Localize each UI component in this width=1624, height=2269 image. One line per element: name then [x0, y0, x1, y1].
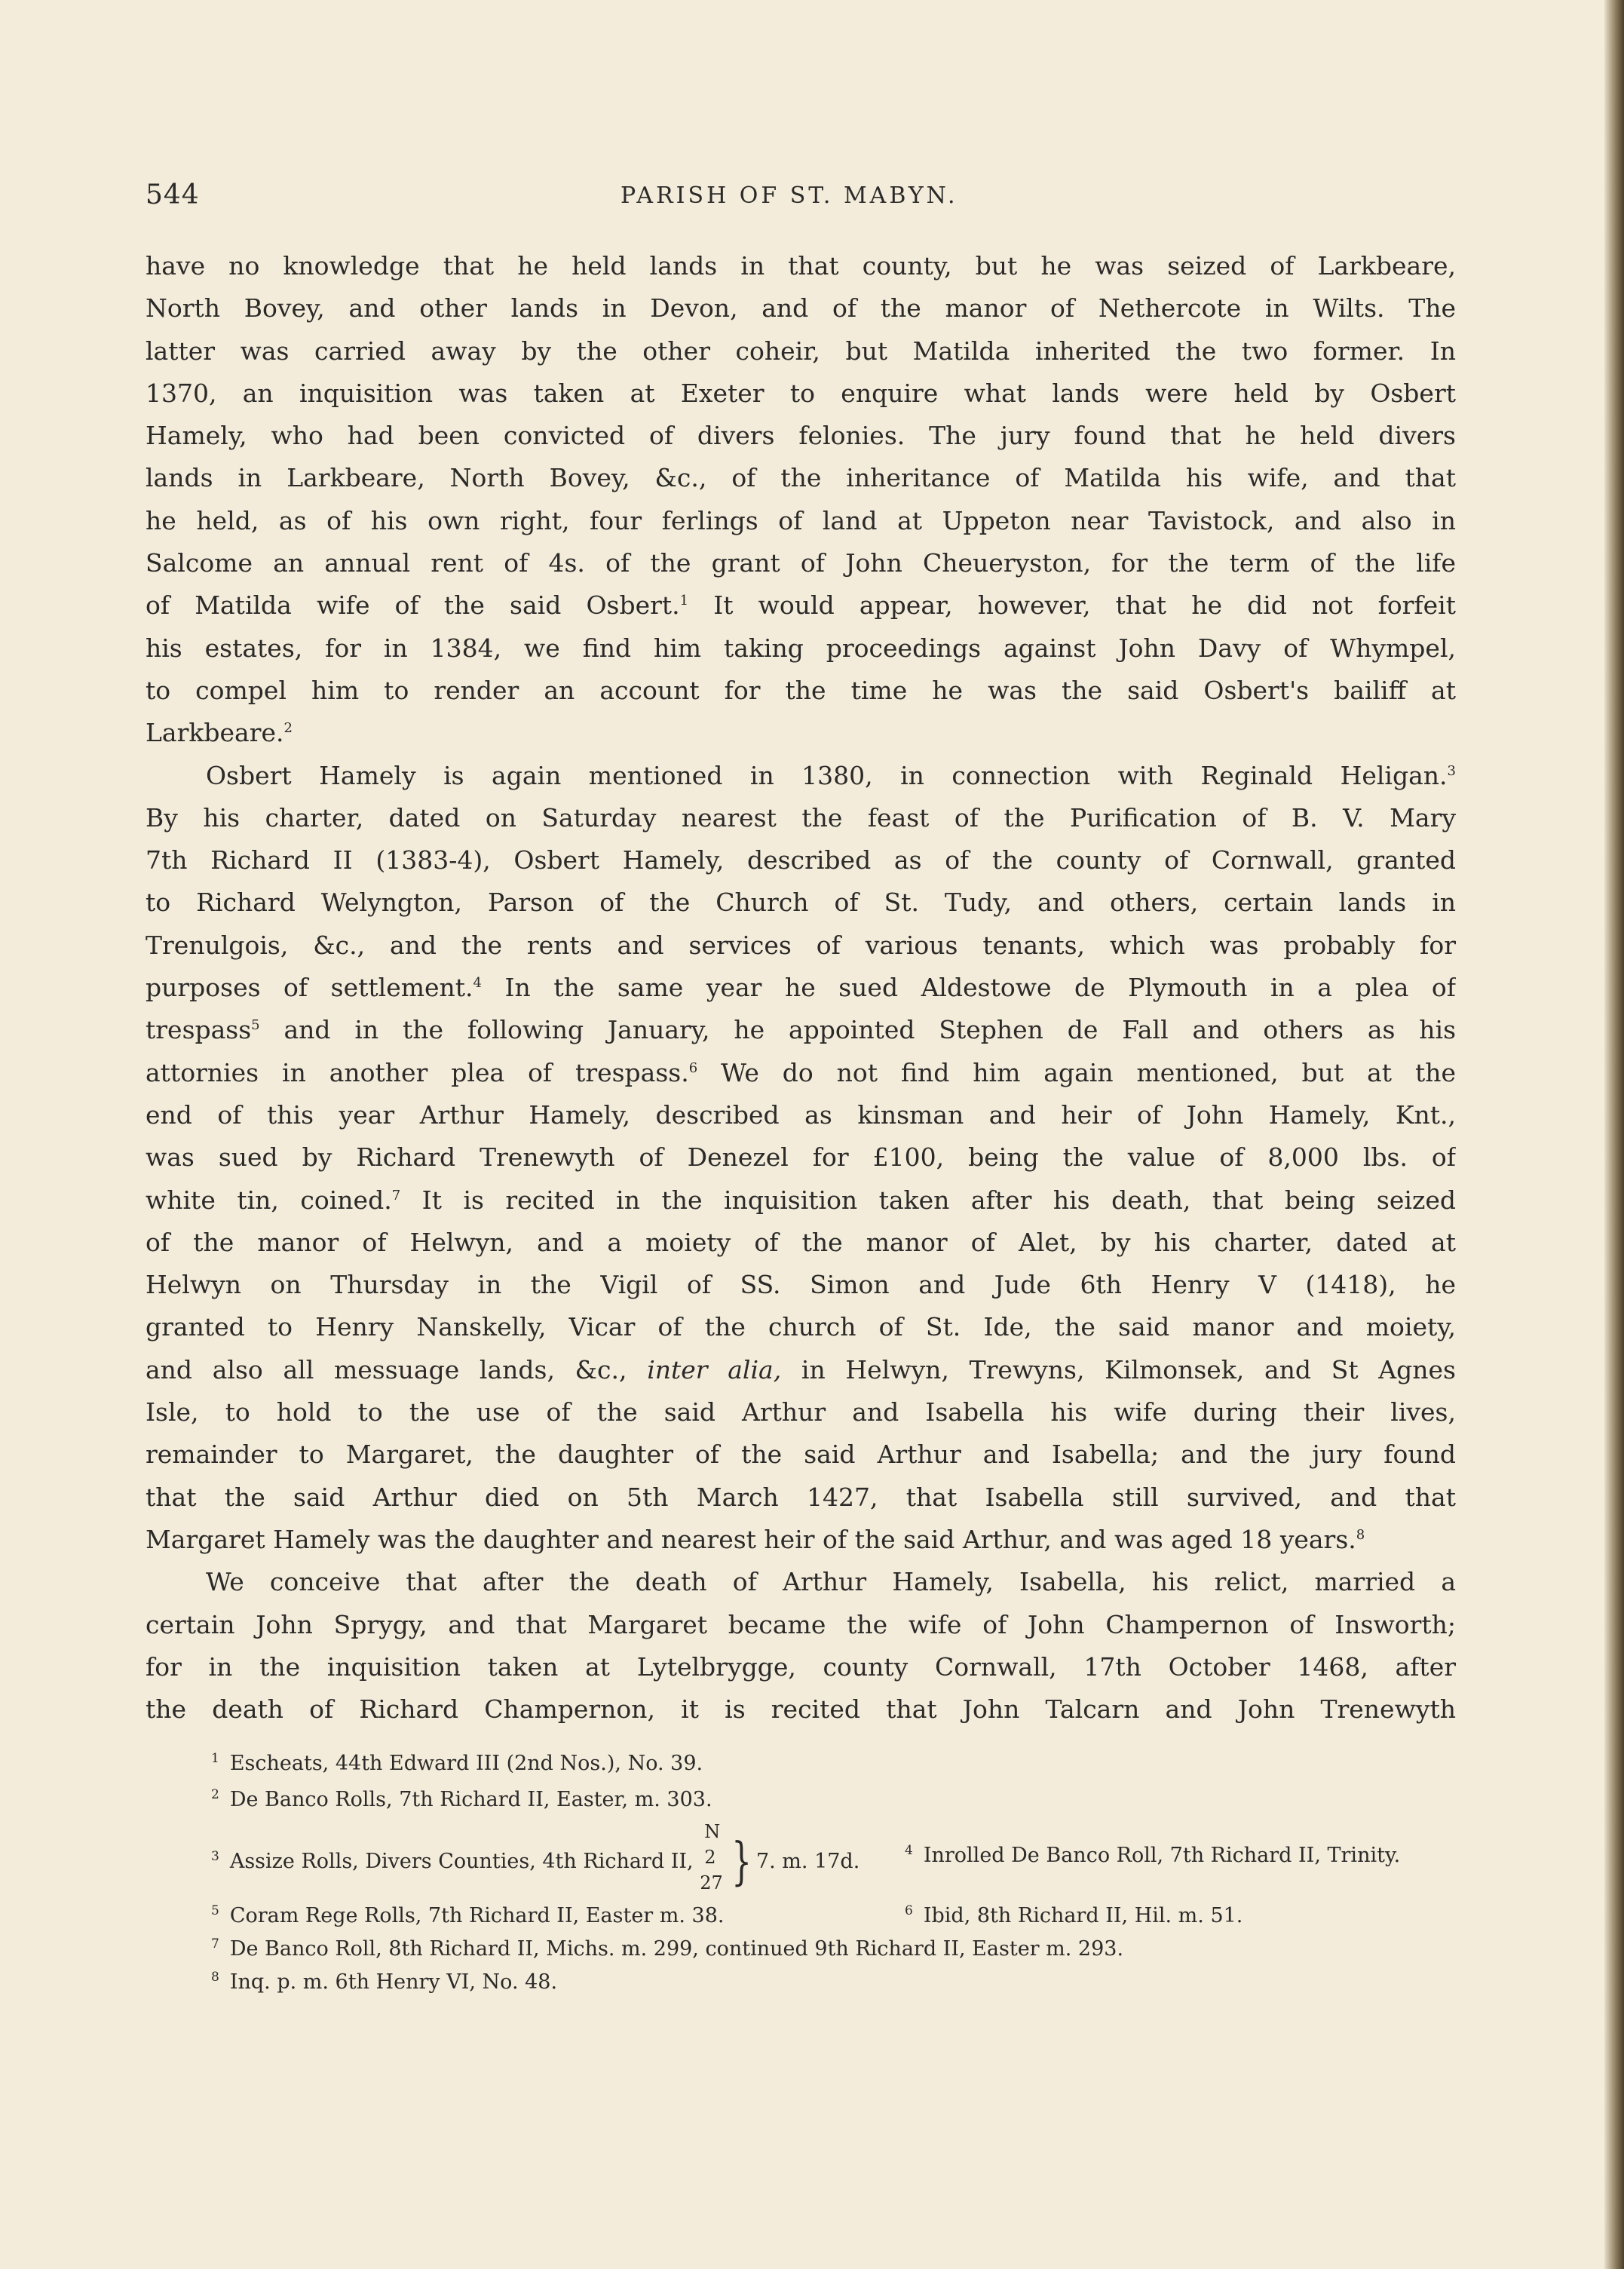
text-segment: In the same year he sued Aldestowe de Plymouth in a plea of — [504, 973, 1456, 1003]
note-ref: 8 — [1356, 1526, 1365, 1543]
text-segment: It would appear, however, that he did not forfeit — [713, 590, 1456, 621]
text-line: to compel him to render an account for the time he was the said Osbert's bailiff at — [146, 675, 1456, 705]
running-title: PARISH OF ST. MABYN. — [620, 182, 958, 209]
footnote — [211, 1821, 860, 1893]
text-segment: We do not find him again mentioned, but at the — [721, 1057, 1456, 1087]
text-line — [146, 1349, 1456, 1391]
brace-glyph: } — [731, 1832, 752, 1891]
body-text — [146, 245, 1456, 1731]
note-ref: 4 — [473, 975, 482, 992]
footnote-text: Inrolled De Banco Roll, 7th Richard II, Trinity. — [923, 1844, 1401, 1867]
text-segment: attornies in another plea of trespass. — [146, 1057, 689, 1087]
text-line — [146, 1179, 1456, 1222]
text-segment: of Matilda wife of the said Osbert. — [146, 590, 680, 621]
note-ref: 2 — [283, 720, 293, 737]
text-line: his estates, for in 1384, we find him taking proceedings against John Davy of Whympel, — [146, 633, 1456, 663]
text-line: Hamely, who had been convicted of divers felonies. The jury found that he held divers — [146, 421, 1456, 451]
text-line: that the said Arthur died on 5th March 1427, that Isabella still survived, and that — [146, 1482, 1456, 1512]
stack-top: N — [704, 1821, 721, 1842]
text-line: of the manor of Helwyn, and a moiety of the manor of Alet, by his charter, dated at — [146, 1227, 1456, 1257]
footnote-number: 2 — [211, 1787, 219, 1802]
text-line — [146, 1052, 1456, 1094]
text-segment: Margaret Hamely was the daughter and nearest heir of the said Arthur, and was aged 18 years. — [146, 1524, 1356, 1554]
text-segment: white tin, coined. — [146, 1185, 392, 1215]
text-line — [146, 1009, 1456, 1051]
stack-bottom: 27 — [700, 1872, 723, 1893]
text-line: North Bovey, and other lands in Devon, and of the manor of Nethercote in Wilts. The — [146, 293, 1456, 323]
text-segment: purposes of settlement. — [146, 973, 473, 1003]
footnote — [905, 1903, 1243, 1927]
footnote-number: 6 — [905, 1903, 913, 1918]
text-segment: and also all messuage lands, &c., — [146, 1354, 627, 1384]
text-line: 1370, an inquisition was taken at Exeter to enquire what lands were held by Osbert — [146, 378, 1456, 408]
text-segment: It is recited in the inquisition taken after his death, that being seized — [421, 1185, 1456, 1215]
text-line: for in the inquisition taken at Lytelbrygge, county Cornwall, 17th October 1468, after — [146, 1651, 1456, 1682]
text-line: Trenulgois, &c., and the rents and services of various tenants, which was probably for — [146, 930, 1456, 960]
page-header — [146, 179, 1457, 225]
text-line: latter was carried away by the other coheir, but Matilda inherited the two former. In — [146, 336, 1456, 366]
text-line: remainder to Margaret, the daughter of the said Arthur and Isabella; and the jury found — [146, 1440, 1456, 1470]
note-ref: 7 — [391, 1187, 401, 1203]
text-line: end of this year Arthur Hamely, described as kinsman and heir of John Hamely, Knt., — [146, 1099, 1456, 1130]
text-line — [146, 755, 1456, 797]
text-line — [146, 967, 1456, 1009]
footnote — [211, 1936, 1123, 1961]
footnote-number: 5 — [211, 1903, 219, 1918]
footnote-text: 7. m. 17d. — [755, 1850, 860, 1873]
text-line — [146, 584, 1456, 627]
text-line: granted to Henry Nanskelly, Vicar of the church of St. Ide, the said manor and moiety, — [146, 1312, 1456, 1342]
footnote-number: 4 — [905, 1843, 913, 1858]
text-segment: in Helwyn, Trewyns, Kilmonsek, and St Agnes — [801, 1354, 1456, 1384]
text-segment: trespass — [146, 1015, 252, 1045]
footnote — [905, 1843, 1400, 1867]
text-line — [146, 712, 1456, 754]
text-line: Helwyn on Thursday in the Vigil of SS. Simon and Jude 6th Henry V (1418), he — [146, 1270, 1456, 1300]
footnote-number: 7 — [211, 1936, 219, 1952]
footnote-text: De Banco Rolls, 7th Richard II, Easter, m. 303. — [229, 1788, 712, 1811]
footnote-number: 3 — [211, 1849, 219, 1864]
text-line — [146, 1519, 1456, 1561]
page-edge — [1604, 0, 1624, 2269]
stack-mid: 2 — [704, 1847, 716, 1868]
footnote-text: Coram Rege Rolls, 7th Richard II, Easter m. 38. — [229, 1904, 725, 1927]
footnote-number: 8 — [211, 1970, 219, 1985]
text-line: the death of Richard Champernon, it is recited that John Talcarn and John Trenewyth — [146, 1694, 1456, 1725]
note-ref: 6 — [688, 1059, 698, 1076]
italic-phrase: inter alia, — [647, 1354, 782, 1384]
text-segment: Larkbeare. — [146, 718, 284, 748]
text-line: to Richard Welyngton, Parson of the Church of St. Tudy, and others, certain lands in — [146, 888, 1456, 918]
text-line: lands in Larkbeare, North Bovey, &c., of the inheritance of Matilda his wife, and that — [146, 463, 1456, 493]
text-line: certain John Sprygy, and that Margaret became the wife of John Champernon of Insworth; — [146, 1609, 1456, 1639]
note-ref: 1 — [679, 593, 689, 609]
text-segment: Osbert Hamely is again mentioned in 1380, in connection with Reginald Heligan. — [206, 760, 1448, 790]
footnote-text: De Banco Roll, 8th Richard II, Michs. m. 299, continued 9th Richard II, Easter m. 293. — [229, 1937, 1124, 1961]
roll-reference-stack — [700, 1821, 730, 1893]
footnote — [211, 1751, 703, 1775]
footnote — [211, 1787, 712, 1811]
text-segment: and in the following January, he appointed Stephen de Fall and others as his — [283, 1015, 1456, 1045]
footnote-text: Escheats, 44th Edward III (2nd Nos.), No. 39. — [229, 1752, 703, 1775]
text-line: have no knowledge that he held lands in that county, but he was seized of Larkbeare, — [146, 251, 1456, 281]
text-line: Salcome an annual rent of 4s. of the grant of John Cheueryston, for the term of the life — [146, 548, 1456, 578]
text-line: was sued by Richard Trenewyth of Denezel for £100, being the value of 8,000 lbs. of — [146, 1142, 1456, 1173]
text-line: 7th Richard II (1383-4), Osbert Hamely, described as of the county of Cornwall, granted — [146, 845, 1456, 875]
footnote — [211, 1970, 557, 1994]
text-line: Isle, to hold to the use of the said Arthur and Isabella his wife during their lives, — [146, 1397, 1456, 1427]
text-line: We conceive that after the death of Arthur Hamely, Isabella, his relict, married a — [206, 1567, 1456, 1597]
note-ref: 5 — [251, 1017, 260, 1034]
text-line: By his charter, dated on Saturday nearest the feast of the Purification of B. V. Mary — [146, 802, 1456, 832]
note-ref: 3 — [1447, 762, 1456, 779]
text-line: he held, as of his own right, four ferlings of land at Uppeton near Tavistock, and also in — [146, 505, 1456, 535]
footnote-text: Inq. p. m. 6th Henry VI, No. 48. — [229, 1970, 558, 1994]
footnote — [211, 1903, 725, 1927]
footnote-text: Assize Rolls, Divers Counties, 4th Richard II, — [229, 1850, 694, 1873]
footnote-text: Ibid, 8th Richard II, Hil. m. 51. — [923, 1904, 1243, 1927]
footnote-number: 1 — [211, 1751, 219, 1766]
page-number: 544 — [146, 179, 200, 210]
